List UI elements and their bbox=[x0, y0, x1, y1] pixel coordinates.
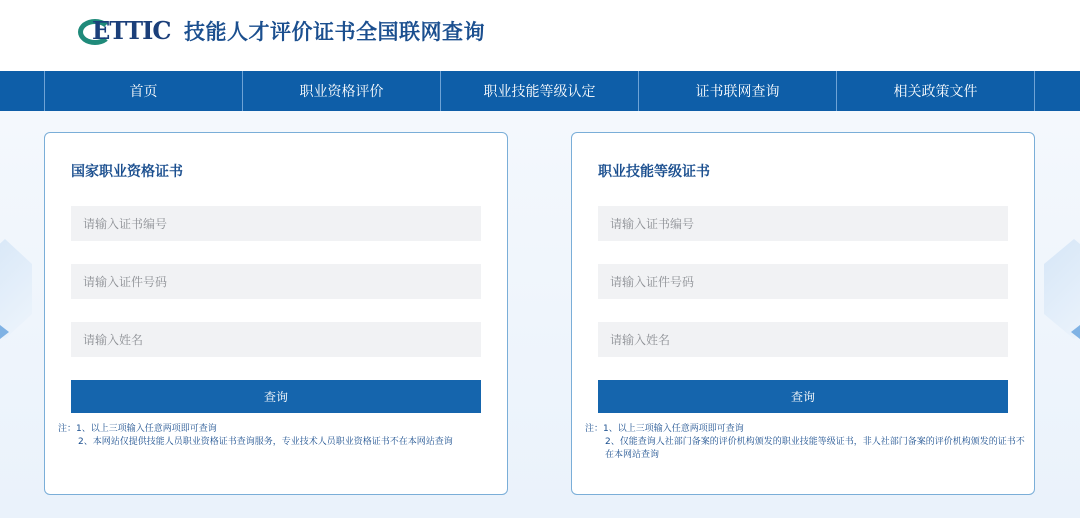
main-content bbox=[0, 111, 1080, 518]
id-number-input[interactable] bbox=[71, 264, 481, 299]
national-qualification-card bbox=[44, 132, 508, 495]
nav-item-home[interactable]: 首页 bbox=[45, 71, 243, 111]
name-input[interactable] bbox=[598, 322, 1008, 357]
nav-item-qualification-evaluation[interactable]: 职业资格评价 bbox=[243, 71, 441, 111]
card-title: 职业技能等级证书 bbox=[598, 164, 710, 180]
logo-mark bbox=[78, 16, 174, 46]
skill-level-card bbox=[571, 132, 1035, 495]
card-title: 国家职业资格证书 bbox=[71, 164, 183, 180]
certificate-number-input[interactable] bbox=[71, 206, 481, 241]
note-line-1: 注：1、以上三项输入任意两项即可查询 bbox=[585, 424, 744, 434]
decorative-hexagon-right bbox=[1044, 239, 1080, 339]
query-button[interactable]: 查询 bbox=[71, 380, 481, 413]
query-notes bbox=[585, 423, 1025, 462]
arrow-left-icon[interactable] bbox=[0, 325, 9, 339]
nav-item-policy-documents[interactable]: 相关政策文件 bbox=[893, 84, 978, 100]
nav-item-certificate-query[interactable]: 证书联网查询 bbox=[639, 71, 837, 111]
decorative-hexagon-left bbox=[0, 239, 32, 339]
note-line-2: 2、本网站仅提供技能人员职业资格证书查询服务，专业技术人员职业资格证书不在本网站查询 bbox=[78, 437, 453, 447]
site-logo[interactable] bbox=[78, 16, 485, 46]
note-line-1: 注：1、以上三项输入任意两项即可查询 bbox=[58, 424, 217, 434]
site-header bbox=[0, 0, 1080, 71]
query-button[interactable]: 查询 bbox=[598, 380, 1008, 413]
main-nav bbox=[0, 71, 1080, 111]
query-notes bbox=[58, 423, 498, 449]
certificate-number-input[interactable] bbox=[598, 206, 1008, 241]
site-title: 技能人才评价证书全国联网查询 bbox=[184, 20, 485, 44]
id-number-input[interactable] bbox=[598, 264, 1008, 299]
arrow-right-icon[interactable] bbox=[1071, 325, 1080, 339]
nav-item-skill-level-certification[interactable]: 职业技能等级认定 bbox=[441, 71, 639, 111]
logo-letters: ETTIC bbox=[92, 16, 171, 45]
note-line-2: 2、仅能查询人社部门备案的评价机构颁发的职业技能等级证书，非人社部门备案的评价机构颁发的证书不在本网站查询 bbox=[605, 437, 1025, 460]
name-input[interactable] bbox=[71, 322, 481, 357]
